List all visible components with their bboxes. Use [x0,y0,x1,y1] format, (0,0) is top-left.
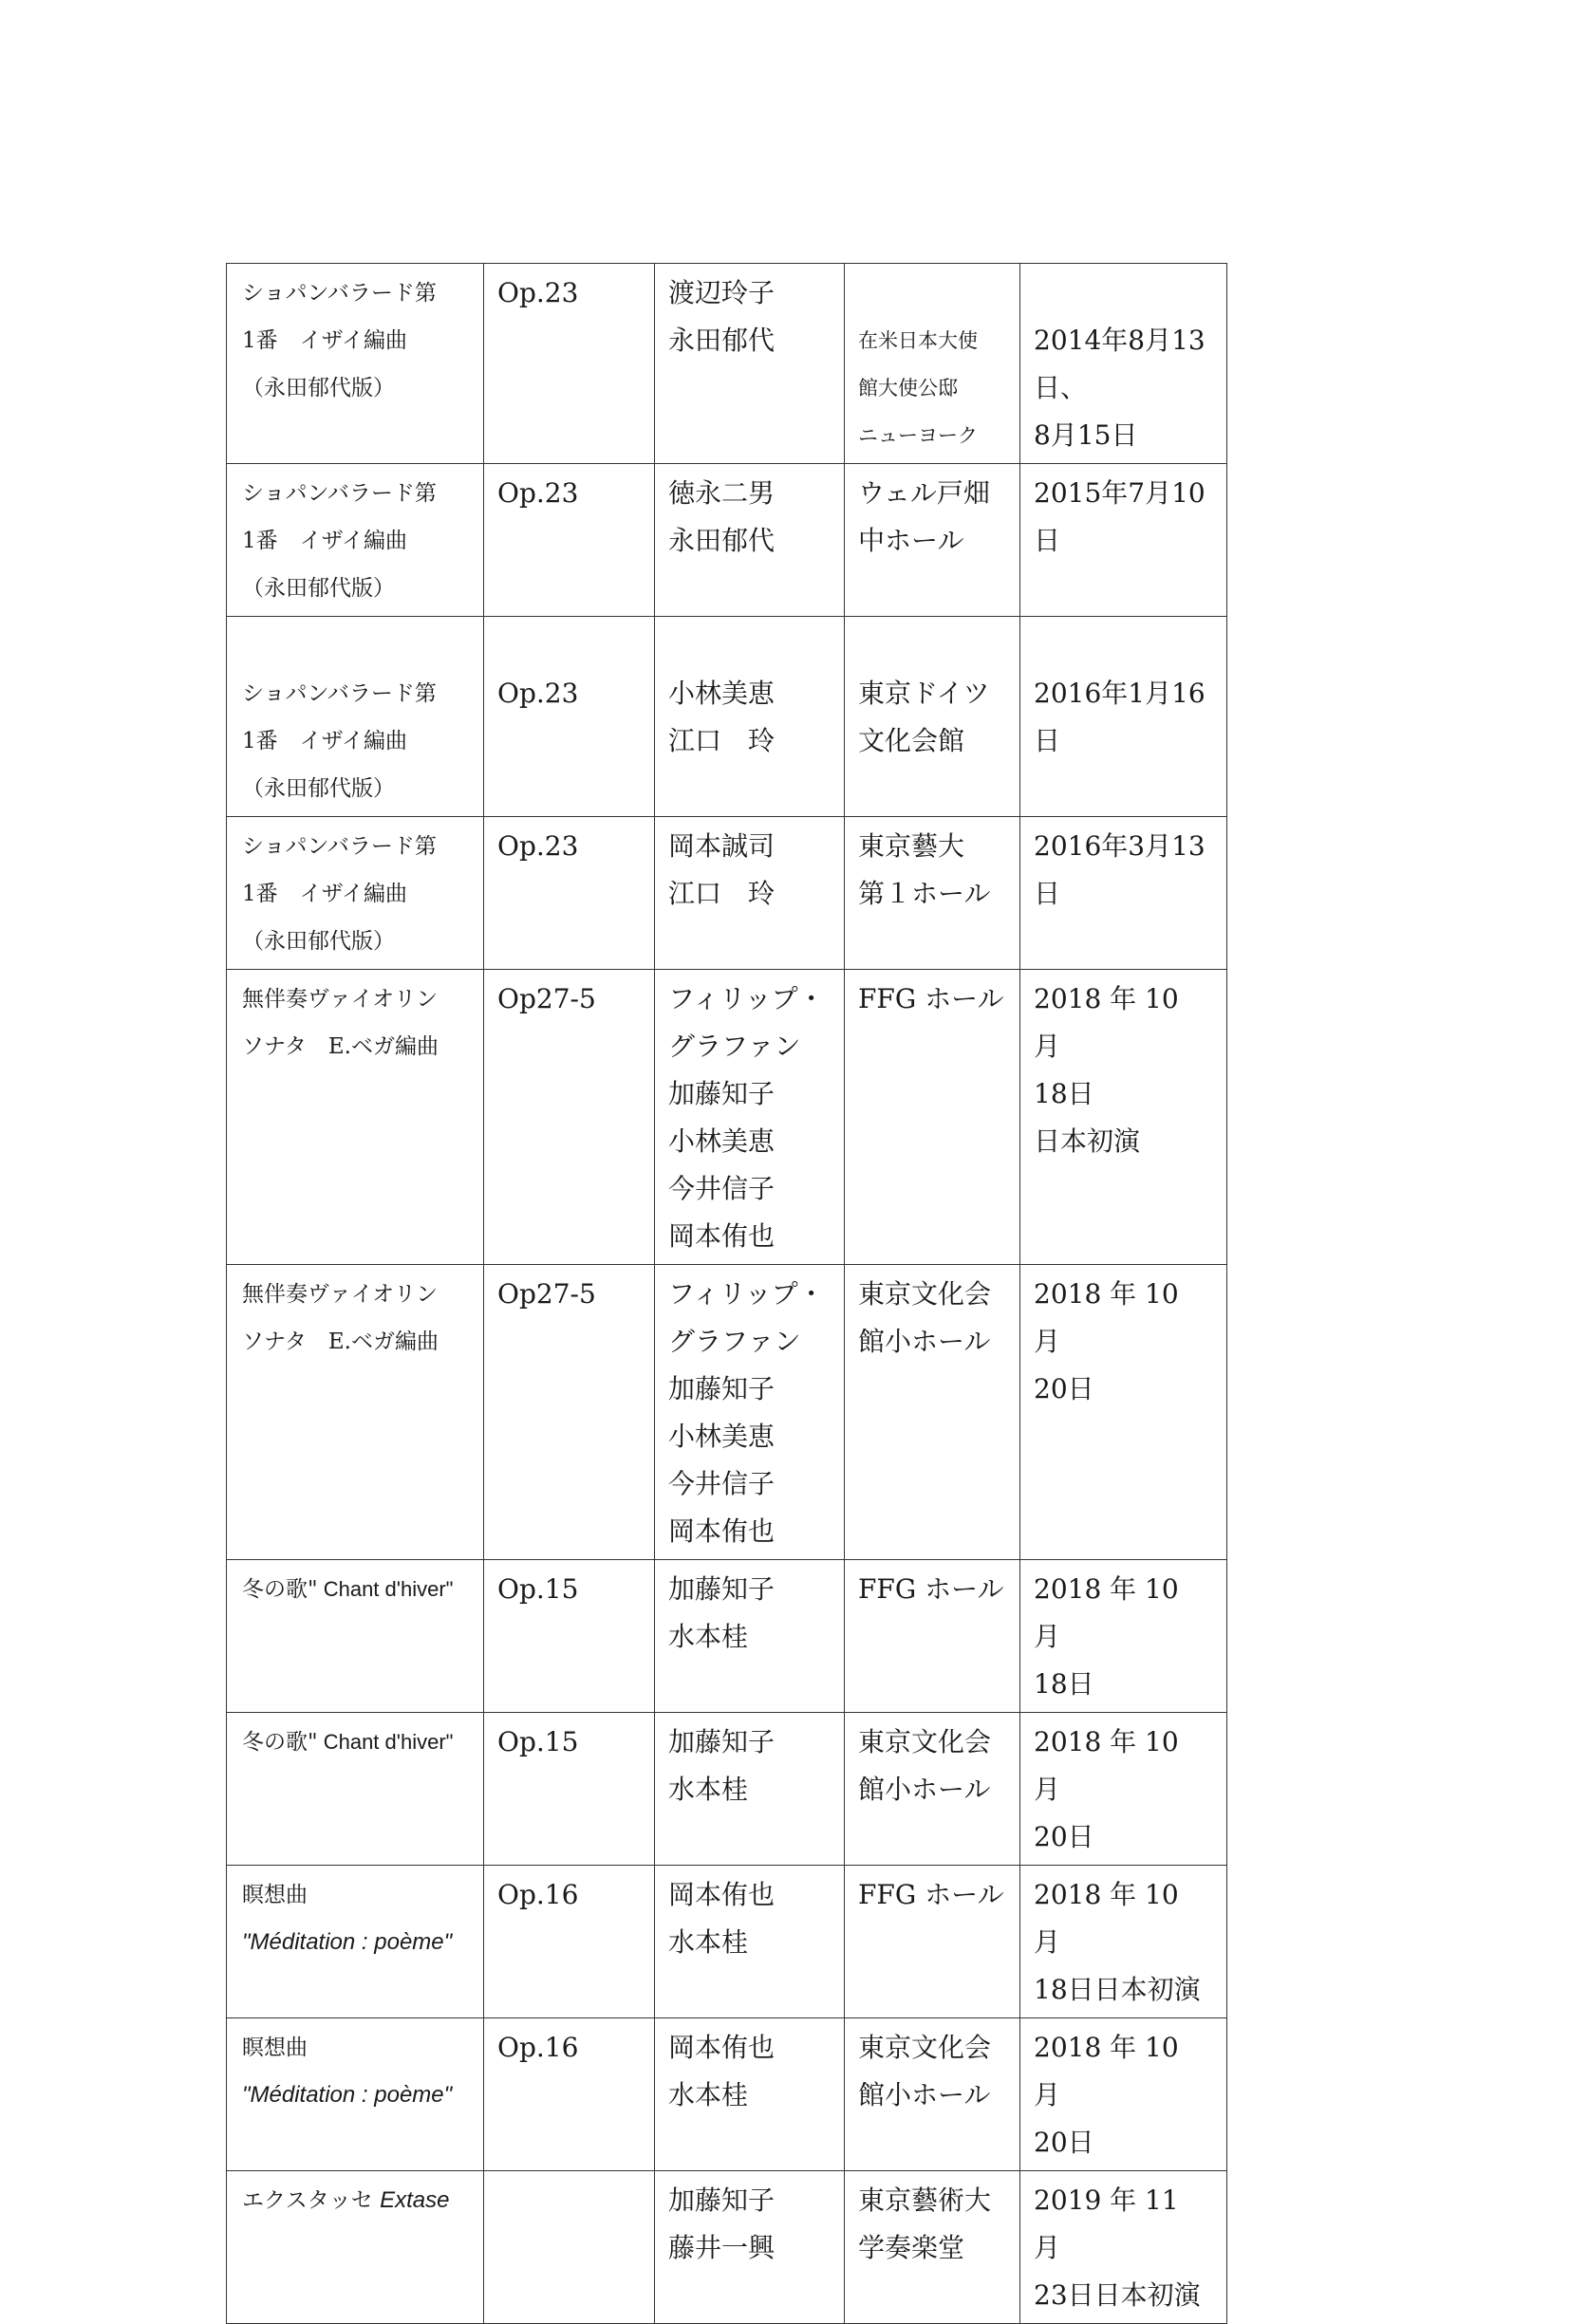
performers: 加藤知子 藤井一興 [655,2171,845,2324]
opus-number: Op.16 [484,2018,655,2171]
performers: 岡本侑也 水本桂 [655,2018,845,2171]
performers: 加藤知子 水本桂 [655,1560,845,1713]
work-title [227,2171,484,2324]
opus-number: Op.15 [484,1713,655,1866]
work-title-latin: Chant d'hiver" [317,1730,454,1754]
date: 2018 年 10 月 18日 日本初演 [1020,970,1227,1265]
opus-number: Op.23 [484,817,655,970]
work-title-latin: Chant d'hiver" [317,1577,454,1601]
opus-number: Op.15 [484,1560,655,1713]
work-title: ショパンバラード第 1番 イザイ編曲 （永田郁代版） [227,617,484,817]
opus-number [484,2171,655,2324]
table-row [227,464,1227,617]
performers: 渡辺玲子 永田郁代 [655,264,845,464]
venue: 東京文化会 館小ホール [845,1265,1020,1560]
opus-number: Op27-5 [484,970,655,1265]
opus-number: Op.23 [484,617,655,817]
opus-number: Op.16 [484,1866,655,2018]
table-row [227,264,1227,464]
work-title: 無伴奏ヴァイオリン ソナタ E.ベガ編曲 [227,970,484,1265]
performers: 小林美恵 江口 玲 [655,617,845,817]
date: 2016年3月13 日 [1020,817,1227,970]
performers: 岡本誠司 江口 玲 [655,817,845,970]
performers: フィリップ・ グラファン 加藤知子 小林美恵 今井信子 岡本侑也 [655,970,845,1265]
venue: 東京ドイツ 文化会館 [845,617,1020,817]
work-title-jp: 冬の歌" [242,1577,318,1602]
work-title-latin: Extase [380,2187,450,2213]
date: 2014年8月13 日、 8月15日 [1020,264,1227,464]
venue: FFG ホール [845,970,1020,1265]
date: 2018 年 10 月 20日 [1020,1713,1227,1866]
date: 2016年1月16 日 [1020,617,1227,817]
date: 2018 年 10 月 18日 [1020,1560,1227,1713]
table-row [227,970,1227,1265]
work-title-jp: エクスタッセ [242,2188,381,2213]
work-title [227,2018,484,2171]
performers: フィリップ・ グラファン 加藤知子 小林美恵 今井信子 岡本侑也 [655,1265,845,1560]
venue: FFG ホール [845,1560,1020,1713]
work-title: ショパンバラード第 1番 イザイ編曲 （永田郁代版） [227,464,484,617]
work-title: ショパンバラード第 1番 イザイ編曲 （永田郁代版） [227,264,484,464]
opus-number: Op.23 [484,464,655,617]
work-title-jp: 瞑想曲 [242,2036,308,2060]
performers: 加藤知子 水本桂 [655,1713,845,1866]
table-row [227,2171,1227,2324]
table-row [227,817,1227,970]
work-title-latin: "Méditation : poème" [242,1929,453,1955]
date: 2018 年 10 月 18日日本初演 [1020,1866,1227,2018]
table-row [227,1866,1227,2018]
date: 2018 年 10 月 20日 [1020,1265,1227,1560]
work-title [227,1560,484,1713]
table-row [227,1560,1227,1713]
venue: 東京文化会 館小ホール [845,2018,1020,2171]
date: 2018 年 10 月 20日 [1020,2018,1227,2171]
work-title-latin: "Méditation : poème" [242,2082,453,2108]
performers: 徳永二男 永田郁代 [655,464,845,617]
work-title [227,1866,484,2018]
work-title [227,1713,484,1866]
venue: FFG ホール [845,1866,1020,2018]
performance-table [226,263,1227,2324]
table-row [227,2018,1227,2171]
opus-number: Op.23 [484,264,655,464]
venue: 東京藝大 第１ホール [845,817,1020,970]
work-title-jp: 瞑想曲 [242,1883,308,1907]
performers: 岡本侑也 水本桂 [655,1866,845,2018]
work-title: 無伴奏ヴァイオリン ソナタ E.ベガ編曲 [227,1265,484,1560]
opus-number: Op27-5 [484,1265,655,1560]
work-title: ショパンバラード第 1番 イザイ編曲 （永田郁代版） [227,817,484,970]
table-row [227,617,1227,817]
date: 2019 年 11 月 23日日本初演 [1020,2171,1227,2324]
table-row [227,1713,1227,1866]
venue: ウェル戸畑 中ホール [845,464,1020,617]
work-title-jp: 冬の歌" [242,1730,318,1755]
date: 2015年7月10 日 [1020,464,1227,617]
venue: 東京文化会 館小ホール [845,1713,1020,1866]
venue: 在米日本大使 館大使公邸 ニューヨーク [845,264,1020,464]
venue: 東京藝術大 学奏楽堂 [845,2171,1020,2324]
table-row [227,1265,1227,1560]
